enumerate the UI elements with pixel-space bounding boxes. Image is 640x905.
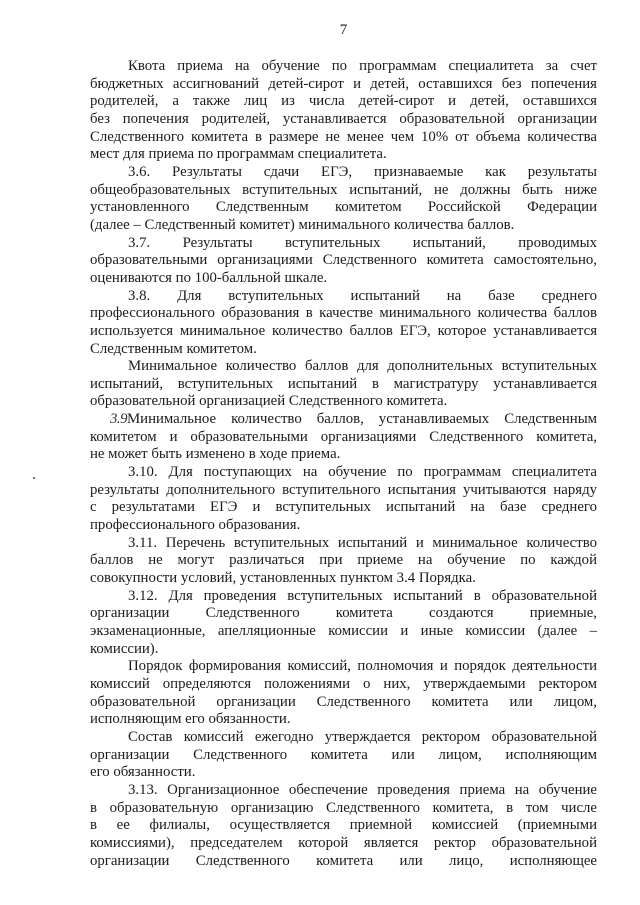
text-line: Следственным комитетом. [90,340,257,357]
text-line: используется минимальное количество баллов ЕГЭ, которое устанавливается [90,322,597,339]
text-line: образовательной организации Следственного комитета или лицом, [90,693,597,710]
text-line: исполняющим его обязанности. [90,711,291,728]
text-line: баллов не могут различаться при приеме на обучение по каждой [90,552,597,569]
text-line: 3.6. Результаты сдачи ЕГЭ, признаваемые как результаты [128,163,597,180]
page-number: 7 [339,22,348,38]
text-line: 3.11. Перечень вступительных испытаний и минимальное количество [128,534,597,551]
text-line: комиссии). [90,640,159,657]
text-line: образовательной организацией Следственного комитета. [90,393,448,410]
text-line: бюджетных ассигнований детей-сирот и детей, оставшихся без попечения [90,75,597,92]
text-line: в ее филиалы, осуществляется приемной комиссией (приемными [90,817,597,834]
text-line: 3.13. Организационное обеспечение проведения приема на обучение [128,781,597,798]
paragraph [90,729,597,782]
text-line: 3.10. Для поступающих на обучение по программам специалитета [128,464,597,481]
text-line: в образовательную организацию Следственного комитета, в том числе [90,799,597,816]
text-line: установленного Следственным комитетом Российской Федерации [90,199,597,216]
text-line [90,411,597,429]
text-line: комитетом и образовательными организациями Следственного комитета, [90,428,597,445]
text-line: экзаменационные, апелляционные комиссии и иные комиссии (далее – [90,623,597,639]
text-line: общеобразовательных вступительных испытаний, не должны быть ниже [90,181,597,198]
text-line: его обязанности. [90,764,196,781]
text-line: 3.8. Для вступительных испытаний на базе среднего [128,287,597,304]
paragraph [90,235,597,288]
text-line: профессионального образования. [90,517,301,534]
text-line: Состав комиссий ежегодно утверждается ректором образовательной [128,728,597,745]
text-line: образовательными организациями Следственного комитета самостоятельно, [90,252,597,269]
text-line: Следственного комитета в размере не менее чем 10% от объема количества [90,128,597,145]
handwritten-item-number: 3.9 [110,411,127,428]
paragraph [90,588,597,659]
paragraph [90,464,597,535]
paragraph [90,411,597,464]
text-line: Порядок формирования комиссий, полномочия и порядок деятельности [128,658,597,675]
document-body [90,58,597,870]
text-line: результаты дополнительного вступительного испытания учитываются наряду [90,481,597,498]
scan-speck [33,477,35,479]
text-line: 3.7. Результаты вступительных испытаний, проводимых [128,234,597,251]
text-line: 3.12. Для проведения вступительных испытаний в образовательной [128,587,597,604]
paragraph [90,358,597,411]
text-line: организации Следственного комитета или лицо, исполняющее [90,852,597,869]
paragraph [90,288,597,359]
text-line: с результатами ЕГЭ и вступительных испытаний на базе среднего [90,499,597,516]
text-line: без попечения родителей, устанавливается образовательной организации [90,110,597,127]
text-line: (далее – Следственный комитет) минимального количества баллов. [90,216,515,233]
text-line: комиссиями), председателем которой является ректор образовательной [90,834,597,851]
paragraph [90,658,597,729]
text-line: Квота приема на обучение по программам специалитета за счет [128,58,597,74]
text-line-content: Минимальное количество баллов, устанавливаемых Следственным [127,411,597,428]
paragraph [90,164,597,235]
text-line: организации Следственного комитета создаются приемные, [90,605,597,622]
text-line: оцениваются по 100-балльной шкале. [90,269,328,286]
text-line: мест для приема по программам специалитета. [90,146,387,163]
text-line: родителей, а также лиц из числа детей-сирот и детей, оставшихся [90,93,597,110]
text-line: испытаний, вступительных испытаний в магистратуру устанавливается [90,375,597,392]
text-line: Минимальное количество баллов для дополнительных вступительных [128,358,597,375]
text-line: профессионального образования в качестве минимального количества баллов [90,305,597,322]
text-line: комиссий определяются положениями о них, утверждаемыми ректором [90,675,597,692]
paragraph [90,535,597,588]
text-line: совокупности условий, установленных пунктом 3.4 Порядка. [90,570,476,587]
text-line: организации Следственного комитета или лицом, исполняющим [90,746,597,763]
paragraph [90,58,597,164]
paragraph [90,782,597,870]
text-line: не может быть изменено в ходе приема. [90,446,341,463]
